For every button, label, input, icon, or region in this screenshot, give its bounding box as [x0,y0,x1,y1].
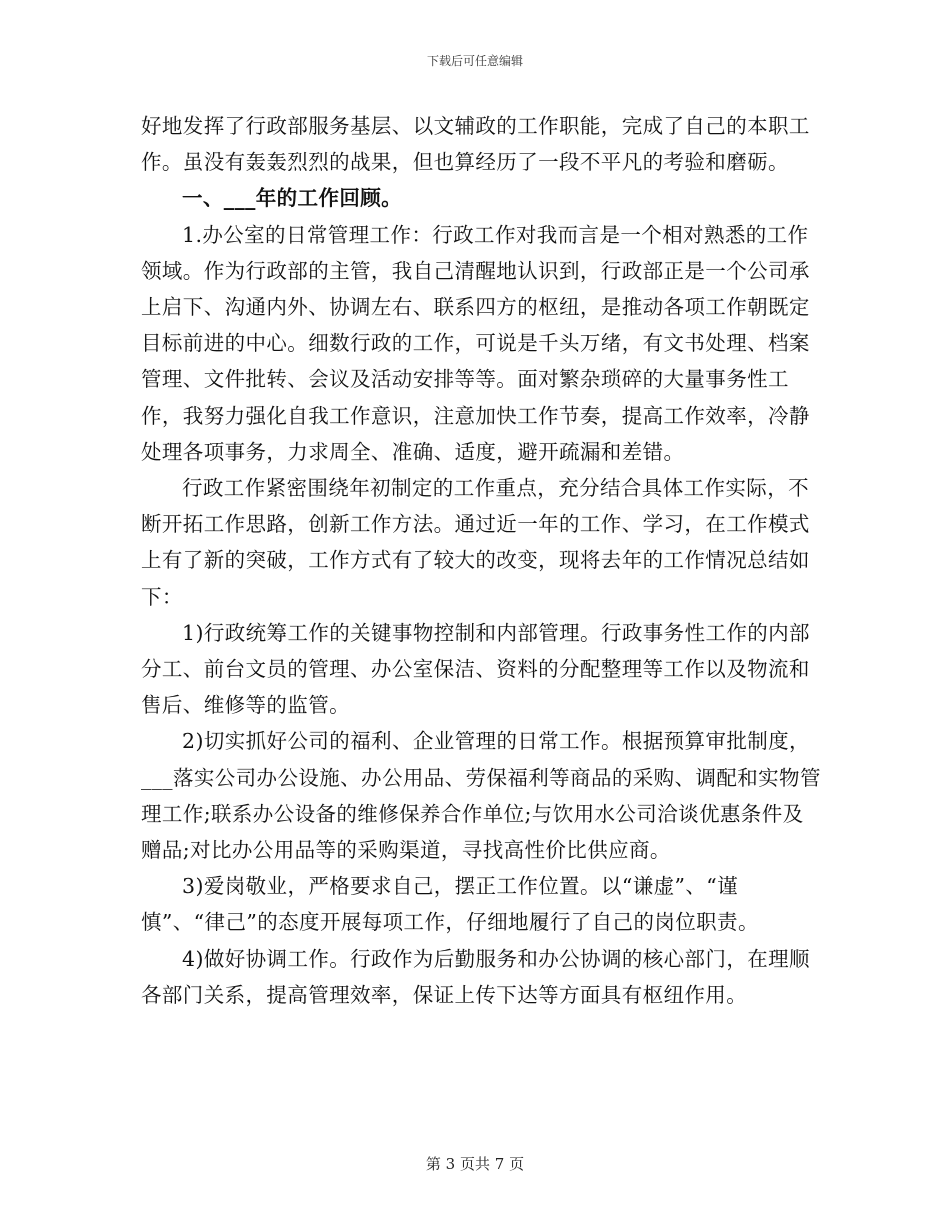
page-footer: 第 3 页共 7 页 [425,1155,525,1173]
page-header: 下载后可任意编辑 [426,54,523,68]
paragraph: 1.办公室的日常管理工作：行政工作对我而言是一个相对熟悉的工作领域。作为行政部的主管，我自己清醒地认识到，行政部正是一个公司承上启下、沟通内外、协调左右、联系四方的枢纽，是推动各项工作朝既定目标前进的中心。细数行政的工作，可说是千头万绪，有文书处理、档案管理、文件批转、会议及活动安排等等。面对繁杂琐碎的大量事务性工作，我努力强化自我工作意识，注意加快工作节奏，提高工作效率，冷静处理各项事务，力求周全、准确、适度，避开疏漏和差错。 [141,222,810,464]
paragraph: 4)做好协调工作。行政作为后勤服务和办公协调的核心部门，在理顺各部门关系，提高管理效率，保证上传下达等方面具有枢纽作用。 [141,946,810,1007]
document-body [141,108,821,1013]
paragraph: 好地发挥了行政部服务基层、以文辅政的工作职能，完成了自己的本职工作。虽没有轰轰烈烈的战果，但也算经历了一段不平凡的考验和磨砺。 [141,114,810,175]
section-heading: 一、___年的工作回顾。 [182,186,403,211]
paragraph: 3)爱岗敬业，严格要求自己，摆正工作位置。以“谦虚”、“谨慎”、“律己”的态度开展每项工作，仔细地履行了自己的岗位职责。 [141,874,759,935]
paragraph: 1)行政统筹工作的关键事物控制和内部管理。行政事务性工作的内部分工、前台文员的管理、办公室保洁、资料的分配整理等工作以及物流和售后、维修等的监管。 [141,620,810,718]
paragraph: 2)切实抓好公司的福利、企业管理的日常工作。根据预算审批制度，___落实公司办公设施、办公用品、劳保福利等商品的采购、调配和实物管理工作;联系办公设备的维修保养合作单位;与饮用水公司洽谈优惠条件及赠品;对比办公用品等的采购渠道，寻找高性价比供应商。 [141,729,821,863]
paragraph: 行政工作紧密围绕年初制定的工作重点，充分结合具体工作实际，不断开拓工作思路，创新工作方法。通过近一年的工作、学习，在工作模式上有了新的突破，工作方式有了较大的改变，现将去年的工作情况总结如下： [141,476,810,609]
